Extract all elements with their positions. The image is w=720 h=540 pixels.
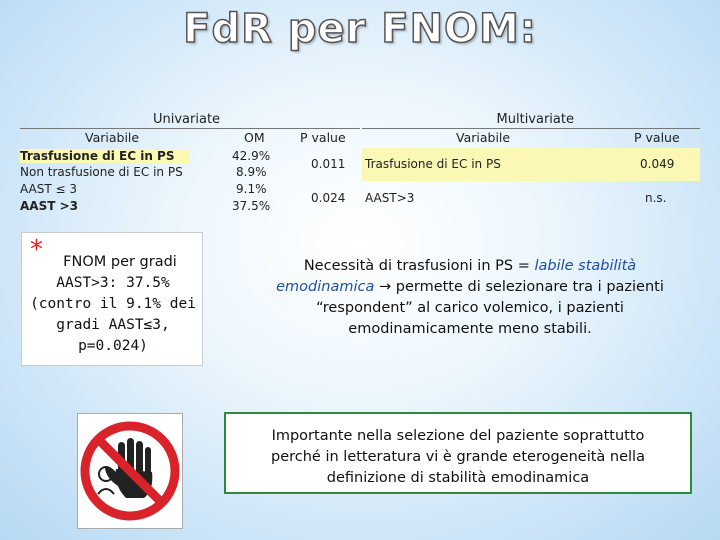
arrow-icon: →: [378, 279, 392, 295]
table-row: Trasfusione di EC in PS: [365, 157, 501, 171]
middle-note-line: [240, 256, 700, 277]
bottom-note-box: [224, 412, 692, 494]
multivariate-col-p: P value: [634, 130, 680, 145]
table-row: AAST ≤ 3: [20, 182, 78, 196]
middle-note-emphasis: emodinamica: [276, 279, 375, 295]
middle-note-line: “respondent” al carico volemico, i pazienti: [316, 300, 624, 316]
univariate-col-p: P value: [300, 130, 346, 145]
middle-note-text: Necessità di trasfusioni in PS =: [303, 258, 535, 274]
multivariate-p-value: 0.049: [640, 157, 675, 171]
multivariate-p-value: n.s.: [645, 191, 667, 205]
om-value: 9.1%: [236, 182, 267, 196]
univariate-p-value: 0.024: [311, 191, 346, 205]
table-row: Non trasfusione di EC in PS: [20, 165, 183, 179]
multivariate-col-variable: Variabile: [456, 130, 511, 145]
middle-note-emphasis: labile stabilità: [534, 258, 637, 274]
left-note-line: gradi AAST≤3,: [56, 317, 170, 333]
bottom-note-line: perché in letteratura vi è grande eterogeneità nella: [271, 449, 645, 465]
univariate-col-om: OM: [244, 130, 265, 145]
stop-sign-image: [77, 413, 183, 529]
om-value: 37.5%: [232, 199, 271, 213]
bottom-note-line: Importante nella selezione del paziente soprattutto: [271, 428, 645, 444]
stop-hand-icon: [78, 414, 182, 528]
table-row: AAST >3: [20, 199, 78, 213]
left-note-line: AAST>3: 37.5%: [56, 275, 170, 291]
om-value: 8.9%: [236, 165, 267, 179]
multivariate-header: Multivariate: [362, 112, 700, 129]
middle-note-line: [240, 277, 700, 298]
left-note-line: p=0.024): [78, 338, 148, 354]
univariate-col-variable: Variabile: [85, 130, 140, 145]
left-note-text: [24, 252, 202, 357]
page-title: FdR per FNOM:: [183, 6, 537, 52]
left-note-line: FNOM per gradi: [63, 254, 177, 270]
bottom-note-line: definizione di stabilità emodinamica: [326, 470, 590, 486]
univariate-header: Univariate: [20, 112, 360, 129]
om-value: 42.9%: [232, 149, 271, 163]
middle-note-text: permette di selezionare tra i pazienti: [391, 279, 664, 295]
asterisk-bullet: *: [30, 235, 43, 265]
table-row: AAST>3: [365, 191, 415, 205]
middle-note-line: emodinamicamente meno stabili.: [348, 321, 592, 337]
table-row: Trasfusione di EC in PS: [20, 149, 190, 163]
left-note-line: (contro il 9.1% dei: [30, 296, 196, 312]
middle-note: [240, 256, 700, 340]
univariate-p-value: 0.011: [311, 157, 346, 171]
